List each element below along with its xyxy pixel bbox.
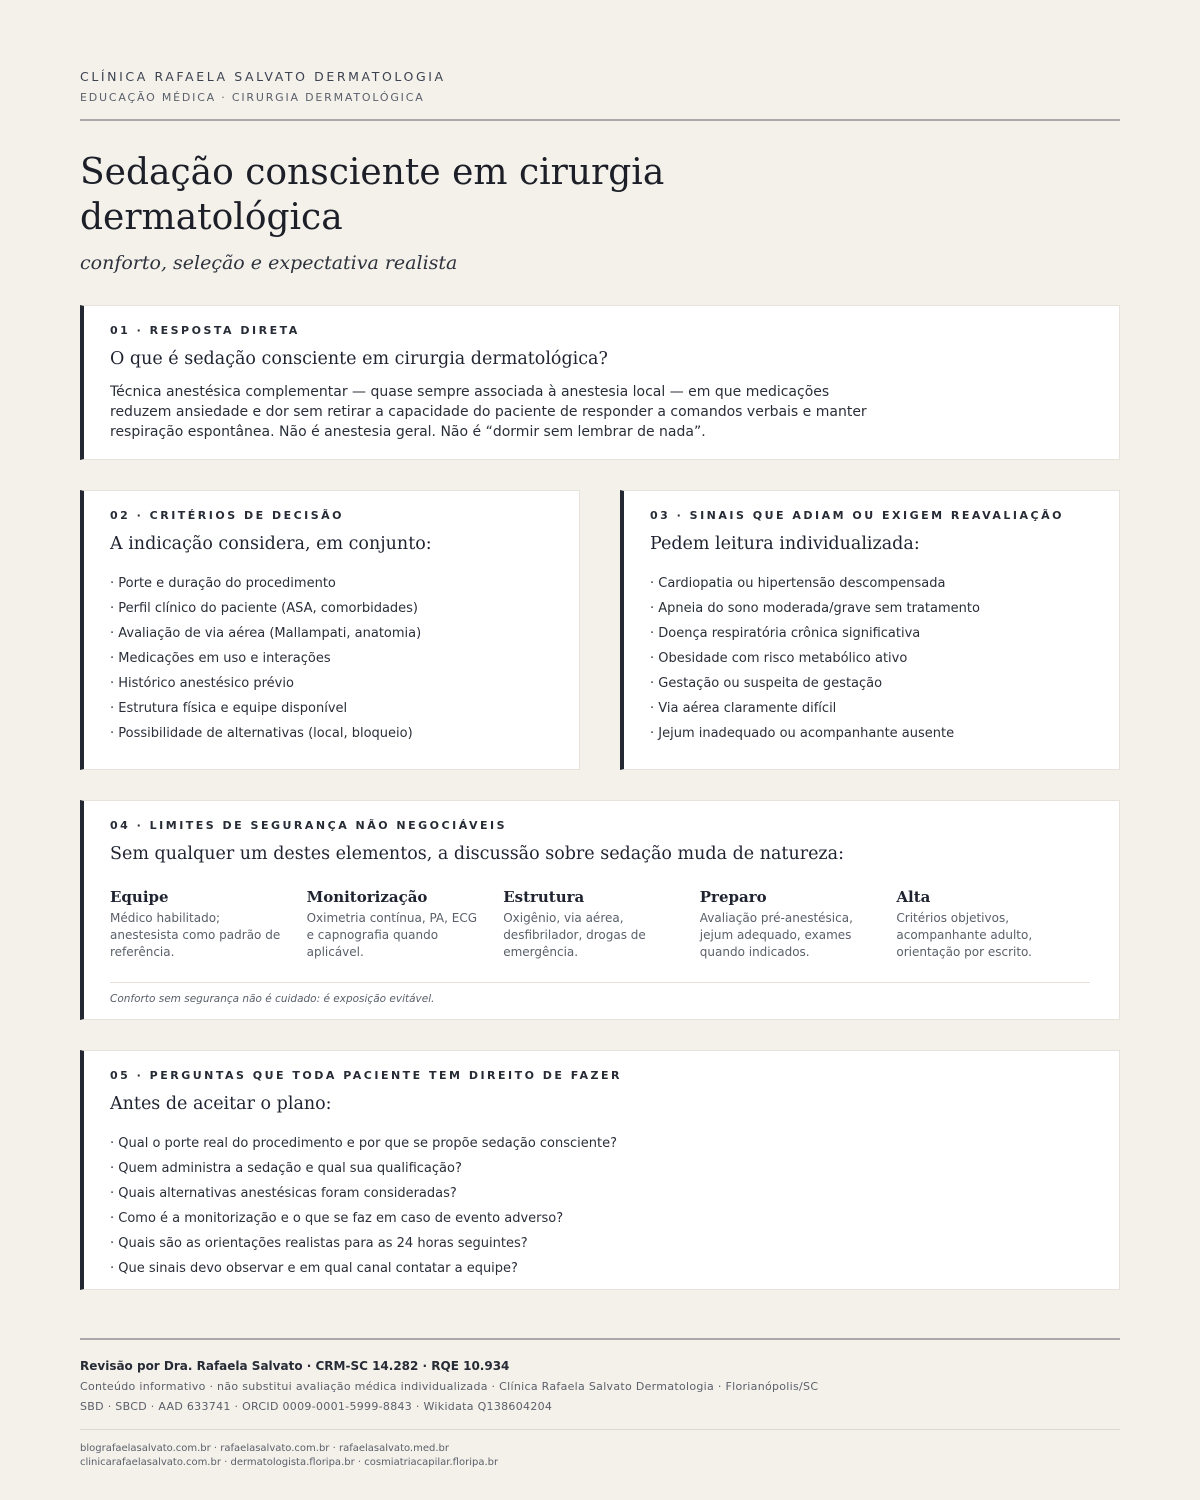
list-item: · Cardiopatia ou hipertensão descompensada [650,571,1093,596]
credentials: SBD · SBCD · AAD 633741 · ORCID 0009-0001-5999-8843 · Wikidata Q138604204 [80,1400,553,1413]
list-item: · Qual o porte real do procedimento e por que se propõe sedação consciente? [110,1131,1093,1156]
header [80,0,1120,276]
column-text: Oxigênio, via aérea, desfibrilador, drogas de emergência. [503,911,646,959]
footer [80,1338,1120,1470]
safety-column-discharge [896,888,1093,961]
footer-sites-divider [80,1429,1120,1430]
list-item: · Histórico anestésico prévio [110,671,553,696]
page-subtitle: conforto, seleção e expectativa realista [80,252,458,274]
list-item: · Doença respiratória crônica significativa [650,621,1093,646]
card-question: Pedem leitura individualizada: [650,534,920,554]
site-links [80,1442,1120,1470]
card-kicker: 04 · LIMITES DE SEGURANÇA NÃO NEGOCIÁVEIS [110,819,508,832]
card-warning-signs [620,490,1120,770]
disclaimer: Conteúdo informativo · não substitui avaliação médica individualizada · Clínica Rafaela Salvato Dermatologia · Florianópolis/SC [80,1380,819,1393]
safety-columns [110,888,1093,961]
footer-divider [80,1338,1120,1340]
column-text: Avaliação pré-anestésica, jejum adequado, exames quando indicados. [699,911,853,959]
column-title: Preparo [699,888,767,906]
card-safety-limits [80,800,1120,1020]
safety-column-team [110,888,307,961]
card-kicker: 02 · CRITÉRIOS DE DECISÃO [110,509,345,522]
card-kicker: 05 · PERGUNTAS QUE TODA PACIENTE TEM DIREITO DE FAZER [110,1069,623,1082]
column-title: Alta [896,888,931,906]
list-item: · Via aérea claramente difícil [650,696,1093,721]
criteria-list [110,571,553,746]
list-item: · Apneia do sono moderada/grave sem tratamento [650,596,1093,621]
site-links-line-2: clinicarafaelasalvato.com.br · dermatologista.floripa.br · cosmiatriacapilar.floripa.br [80,1457,499,1468]
card-kicker: 03 · SINAIS QUE ADIAM OU EXIGEM REAVALIAÇÃO [650,509,1064,522]
list-item: · Avaliação de via aérea (Mallampati, anatomia) [110,621,553,646]
card-note: Conforto sem segurança não é cuidado: é exposição evitável. [110,993,435,1005]
site-links-line-1: blografaelasalvato.com.br · rafaelasalvato.com.br · rafaelasalvato.med.br [80,1443,449,1454]
card-patient-questions [80,1050,1120,1290]
card-question: Sem qualquer um destes elementos, a discussão sobre sedação muda de natureza: [110,844,844,864]
column-title: Estrutura [503,888,585,906]
brand-name: CLÍNICA RAFAELA SALVATO DERMATOLOGIA [80,69,446,84]
page-title: Sedação consciente em cirurgia dermatológica [80,152,665,238]
list-item: · Jejum inadequado ou acompanhante ausente [650,721,1093,746]
card-divider [110,982,1090,983]
list-item: · Quais alternativas anestésicas foram consideradas? [110,1181,1093,1206]
card-decision-criteria [80,490,580,770]
card-paragraph: Técnica anestésica complementar — quase sempre associada à anestesia local — em que medicações reduzem ansiedade e dor sem retirar a capacidade do paciente de responder a comandos verbais e manter respiração espontânea. Não é anestesia geral. Não é “dormir sem lembrar de nada”. [110,384,867,440]
list-item: · Estrutura física e equipe disponível [110,696,553,721]
warning-list [650,571,1093,746]
column-title: Monitorização [306,888,428,906]
list-item: · Como é a monitorização e o que se faz em caso de evento adverso? [110,1206,1093,1231]
card-direct-answer [80,305,1120,460]
list-item: · Quem administra a sedação e qual sua qualificação? [110,1156,1093,1181]
review-credit: Revisão por Dra. Rafaela Salvato · CRM-SC 14.282 · RQE 10.934 [80,1359,510,1373]
brand-subtitle: EDUCAÇÃO MÉDICA · CIRURGIA DERMATOLÓGICA [80,91,425,104]
list-item: · Possibilidade de alternativas (local, bloqueio) [110,721,553,746]
list-item: · Medicações em uso e interações [110,646,553,671]
safety-column-preparation [700,888,897,961]
card-question: O que é sedação consciente em cirurgia dermatológica? [110,349,608,369]
page [80,0,1120,1468]
header-divider [80,119,1120,121]
list-item: · Porte e duração do procedimento [110,571,553,596]
list-item: · Perfil clínico do paciente (ASA, comorbidades) [110,596,553,621]
column-title: Equipe [110,888,169,906]
card-question: Antes de aceitar o plano: [110,1094,332,1114]
list-item: · Gestação ou suspeita de gestação [650,671,1093,696]
column-text: Oximetria contínua, PA, ECG e capnografia quando aplicável. [306,911,478,959]
list-item: · Quais são as orientações realistas para as 24 horas seguintes? [110,1231,1093,1256]
card-kicker: 01 · RESPOSTA DIRETA [110,324,300,337]
column-text: Médico habilitado; anestesista como padrão de referência. [110,911,281,959]
safety-column-structure [503,888,700,961]
safety-column-monitoring [307,888,504,961]
list-item: · Obesidade com risco metabólico ativo [650,646,1093,671]
column-text: Critérios objetivos, acompanhante adulto, orientação por escrito. [896,911,1033,959]
list-item: · Que sinais devo observar e em qual canal contatar a equipe? [110,1256,1093,1281]
questions-list [110,1131,1093,1281]
card-question: A indicação considera, em conjunto: [110,534,432,554]
